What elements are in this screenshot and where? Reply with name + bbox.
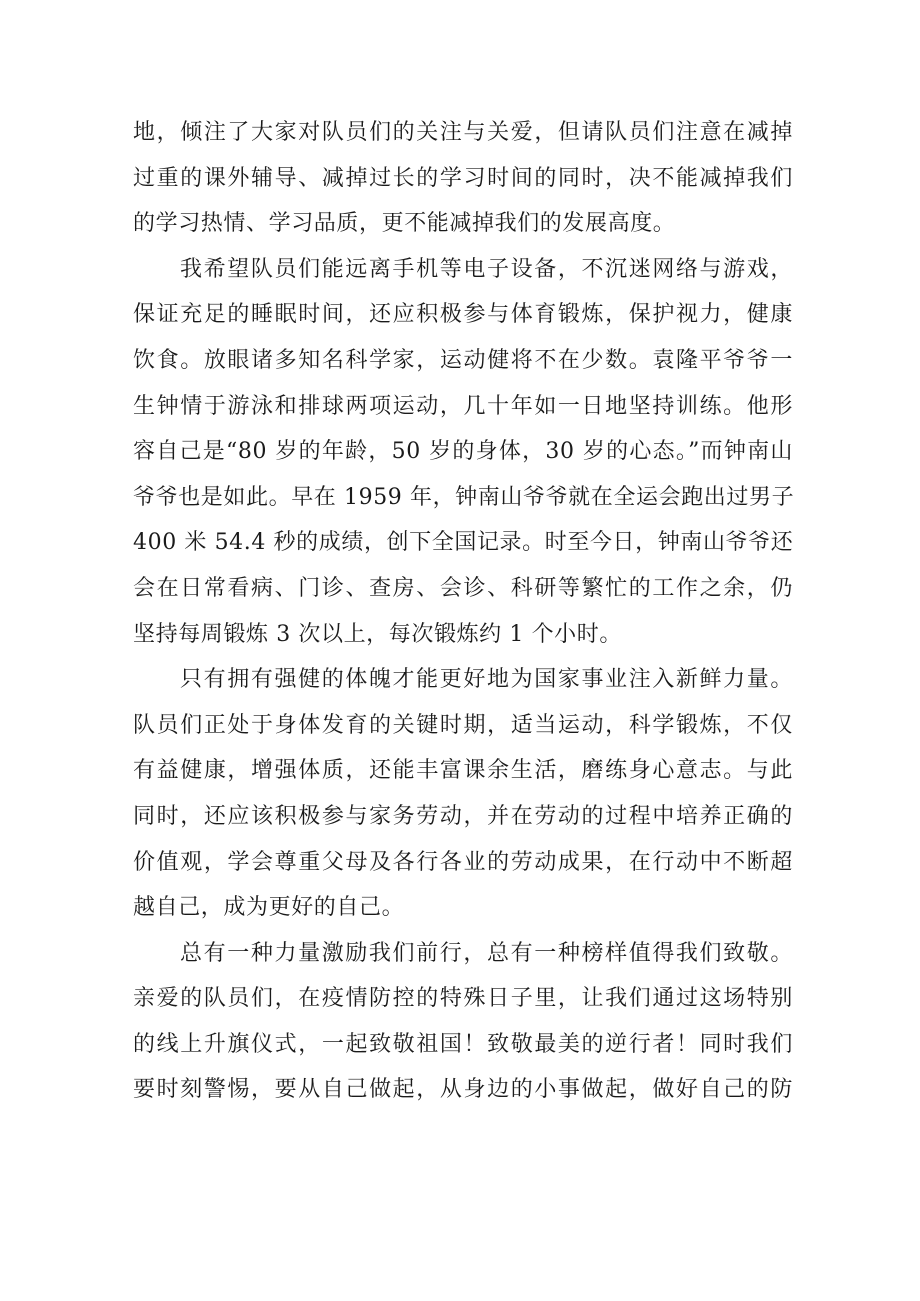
- text-line: 地，倾注了大家对队员们的关注与关爱，但请队员们注意在减掉: [133, 120, 793, 145]
- text-line: 饮食。放眼诸多知名科学家，运动健将不在少数。袁隆平爷爷一: [133, 347, 793, 373]
- text-line: 的学习热情、学习品质，更不能减掉我们的发展高度。: [133, 211, 676, 237]
- text-line: 要时刻警惕，要从自己做起，从身边的小事做起，做好自己的防: [133, 1077, 793, 1103]
- paragraph-3: [133, 657, 793, 931]
- text-line: 的线上升旗仪式，一起致敬祖国！致敬最美的逆行者！同时我们: [133, 1031, 793, 1057]
- paragraph-2: [133, 247, 793, 657]
- text-line: 只有拥有强健的体魄才能更好地为国家事业注入新鲜力量。: [180, 667, 793, 693]
- text-line: 容自己是“80 岁的年龄，50 岁的身体，30 岁的心态。”而钟南山: [133, 439, 793, 465]
- text-line: 同时，还应该积极参与家务劳动，并在劳动的过程中培养正确的: [133, 803, 793, 829]
- document-body: [133, 110, 793, 1113]
- text-line: 过重的课外辅导、减掉过长的学习时间的同时，决不能减掉我们: [133, 165, 793, 191]
- paragraph-4: [133, 931, 793, 1113]
- text-line: 爷爷也是如此。早在 1959 年，钟南山爷爷就在全运会跑出过男子: [133, 484, 795, 510]
- text-line: 坚持每周锻炼 3 次以上，每次锻炼约 1 个小时。: [133, 621, 622, 647]
- text-line: 生钟情于游泳和排球两项运动，几十年如一日地坚持训练。他形: [133, 393, 793, 419]
- text-line: 亲爱的队员们，在疫情防控的特殊日子里，让我们通过这场特别: [133, 986, 793, 1012]
- text-line: 保证充足的睡眠时间，还应积极参与体育锻炼，保护视力，健康: [133, 302, 793, 328]
- text-line: 队员们正处于身体发育的关键时期，适当运动，科学锻炼，不仅: [133, 712, 793, 738]
- paragraph-1: [133, 110, 793, 247]
- text-line: 400 米 54.4 秒的成绩，创下全国记录。时至今日，钟南山爷爷还: [133, 530, 794, 556]
- text-line: 总有一种力量激励我们前行，总有一种榜样值得我们致敬。: [180, 940, 793, 966]
- text-line: 我希望队员们能远离手机等电子设备，不沉迷网络与游戏，: [180, 256, 793, 282]
- text-line: 价值观，学会尊重父母及各行各业的劳动成果，在行动中不断超: [133, 849, 793, 875]
- text-line: 有益健康，增强体质，还能丰富课余生活，磨练身心意志。与此: [133, 758, 793, 784]
- text-line: 会在日常看病、门诊、查房、会诊、科研等繁忙的工作之余，仍: [133, 575, 793, 601]
- text-line: 越自己，成为更好的自己。: [133, 895, 405, 921]
